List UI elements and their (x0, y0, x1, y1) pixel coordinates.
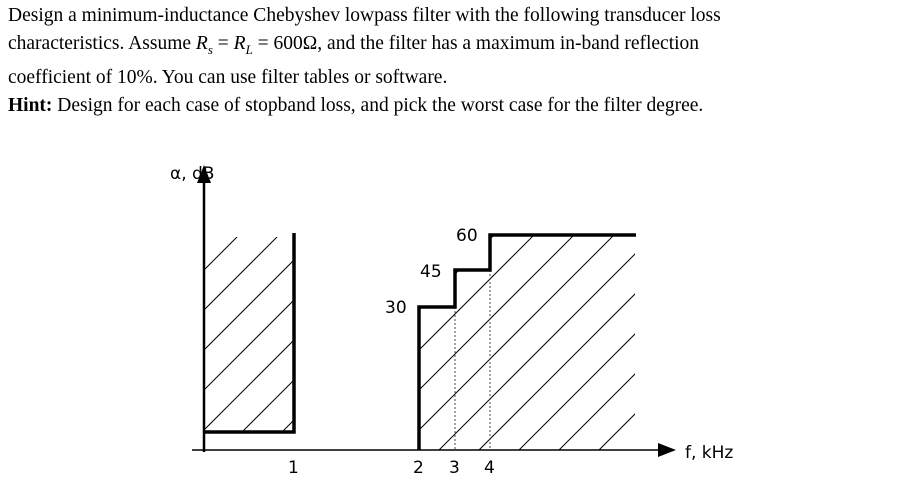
hatch-line (559, 230, 779, 450)
hint-text: Design for each case of stopband loss, and pick the worst case for the filter degree. (52, 94, 704, 116)
problem-text-3: coefficient of 10%. You can use filter tables or software. (8, 66, 448, 88)
rs-subscript: s (207, 41, 213, 57)
resistance-value-text: = 600Ω, and the filter has a maximum in-band reflection (252, 33, 700, 54)
hatch-line (202, 230, 404, 432)
hatch-line (199, 230, 419, 450)
equals-1: = (212, 33, 234, 54)
x-tick-4: 4 (484, 458, 495, 478)
hatch-line (162, 230, 364, 432)
passband-hatch (2, 230, 484, 432)
step-label-45: 45 (420, 262, 442, 282)
step-label-30: 30 (385, 298, 407, 318)
hatch-line (282, 230, 484, 432)
problem-text-1: Design a minimum-inductance Chebyshev lowpass filter with the following transducer loss (8, 5, 721, 26)
rl-var: R (233, 33, 246, 54)
hatch-line (439, 230, 659, 450)
stopband-hatch (199, 230, 819, 450)
hatch-line (599, 230, 819, 450)
x-tick-2: 2 (413, 458, 424, 478)
problem-text-2: characteristics. Assume (8, 33, 196, 54)
step-label-60: 60 (456, 226, 478, 246)
hatch-line (479, 230, 699, 450)
hint-label: Hint: (8, 94, 53, 116)
y-axis-label: α, dB (170, 164, 215, 184)
stopband-boundary (419, 235, 636, 450)
hatch-line (242, 230, 444, 432)
hatch-line (359, 230, 579, 450)
rl-subscript: L (245, 41, 253, 57)
x-tick-1: 1 (288, 458, 299, 478)
hatch-line (279, 230, 499, 450)
passband-boundary (204, 233, 294, 432)
hatch-line (2, 230, 204, 432)
x-axis-label: f, kHz (685, 443, 734, 463)
hatch-line (82, 230, 284, 432)
rs-var: R (195, 33, 208, 54)
hatch-line (519, 230, 739, 450)
x-axis-arrow-icon (658, 443, 676, 457)
hatch-line (42, 230, 244, 432)
x-tick-3: 3 (449, 458, 460, 478)
